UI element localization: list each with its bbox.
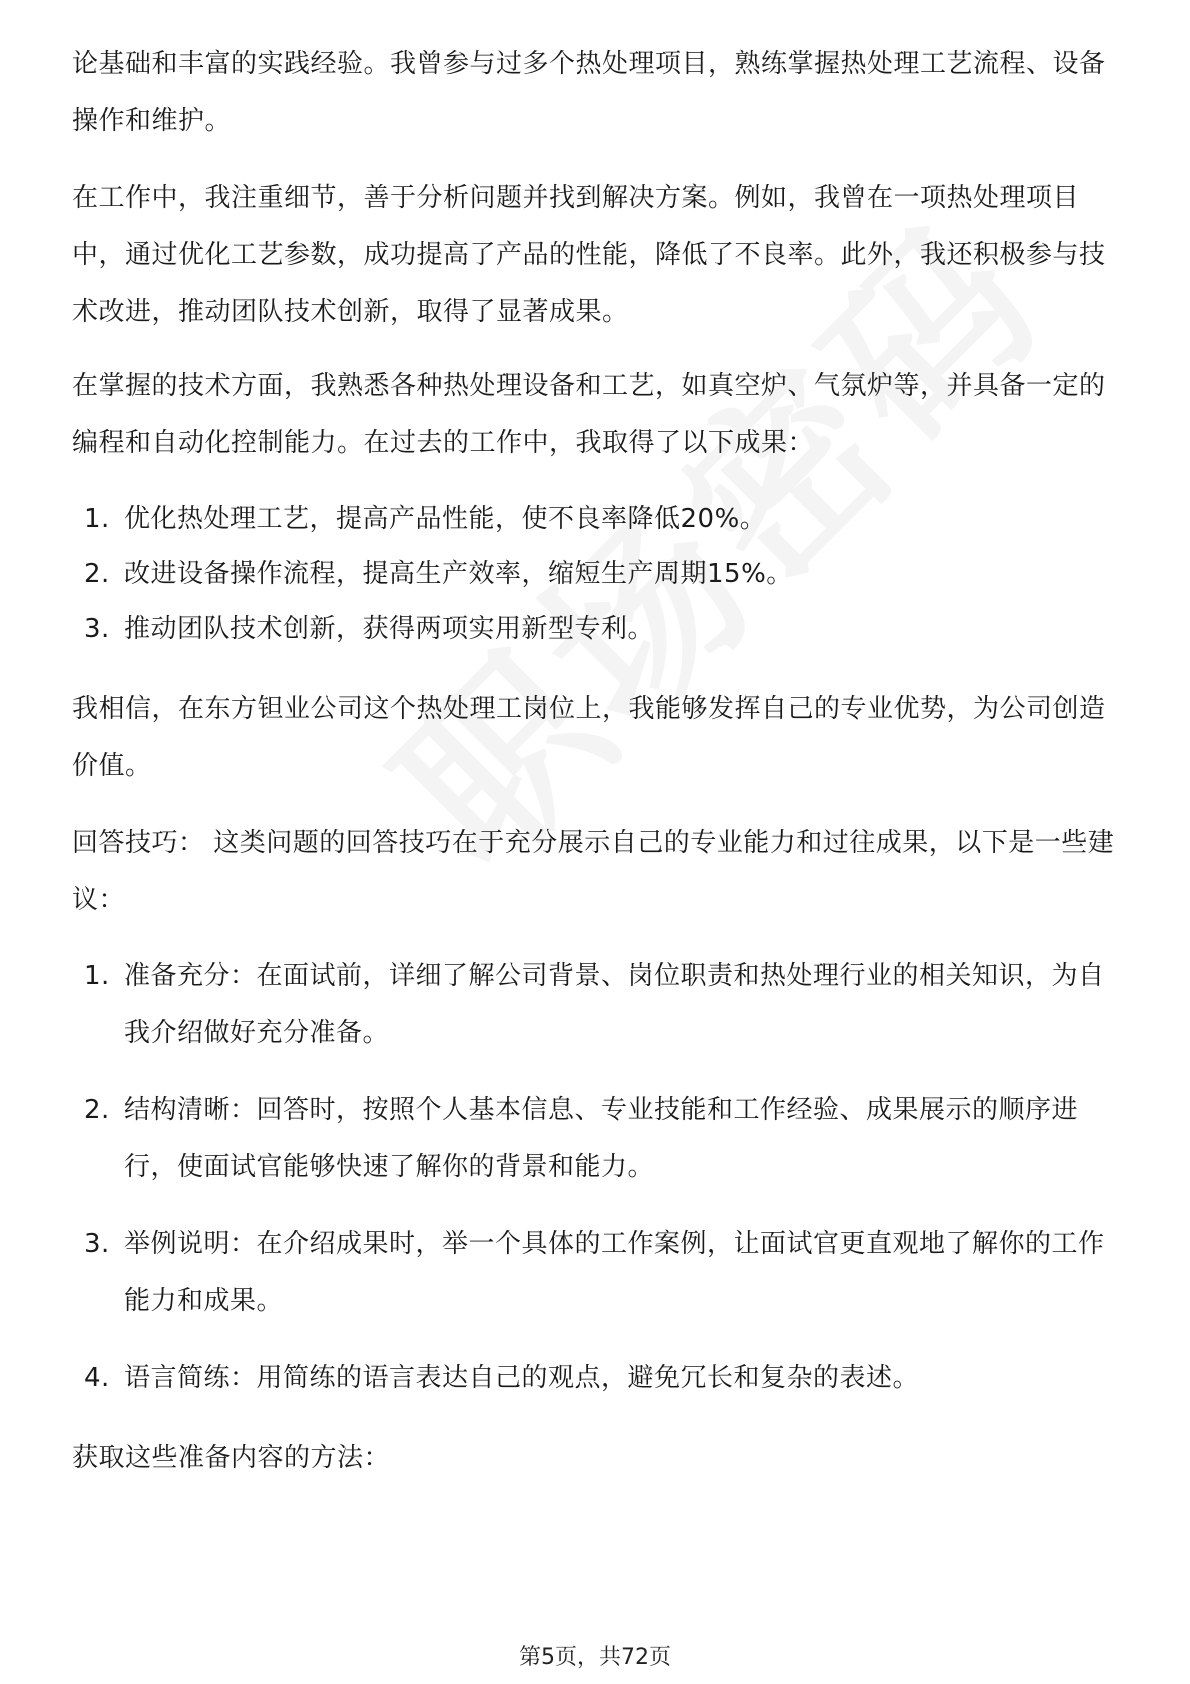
tip-item-1: [84, 948, 1122, 1062]
tip-item-2: [84, 1082, 1122, 1196]
paragraph-methods-heading: 获取这些准备内容的方法：: [72, 1443, 391, 1473]
achievement-item-3: [84, 601, 1122, 658]
list-number: 4.: [84, 1363, 110, 1393]
paragraph-work-detail: 在工作中，我注重细节，善于分析问题并找到解决方案。例如，我曾在一项热处理项目中，通过优化工艺参数，成功提高了产品的性能，降低了不良率。此外，我还积极参与技术改进，推动团队技术创新，取得了显著成果。: [72, 183, 1106, 327]
tip-item-4: [84, 1350, 1122, 1407]
page-number: 第5页，共72页: [519, 1645, 671, 1670]
achievement-item-2: [84, 546, 1122, 603]
list-number: 2.: [84, 559, 110, 589]
paragraph-intro-continued: 论基础和丰富的实践经验。我曾参与过多个热处理项目，熟练掌握热处理工艺流程、设备操作和维护。: [72, 49, 1106, 136]
list-number: 3.: [84, 1229, 110, 1259]
list-text: 优化热处理工艺，提高产品性能，使不良率降低20%。: [124, 504, 767, 534]
tip-item-3: [84, 1216, 1122, 1330]
list-number: 1.: [84, 504, 110, 534]
list-text: 准备充分：在面试前，详细了解公司背景、岗位职责和热处理行业的相关知识，为自我介绍做好充分准备。: [124, 961, 1105, 1048]
list-text: 语言简练：用简练的语言表达自己的观点，避免冗长和复杂的表述。: [124, 1363, 920, 1393]
achievement-item-1: [84, 491, 1122, 548]
paragraph-answer-tips: 回答技巧： 这类问题的回答技巧在于充分展示自己的专业能力和过往成果，以下是一些建议：: [72, 828, 1115, 915]
list-text: 结构清晰：回答时，按照个人基本信息、专业技能和工作经验、成果展示的顺序进行，使面试官能够快速了解你的背景和能力。: [124, 1095, 1079, 1182]
list-number: 1.: [84, 961, 110, 991]
paragraph-tech-skills: 在掌握的技术方面，我熟悉各种热处理设备和工艺，如真空炉、气氛炉等，并具备一定的编程和自动化控制能力。在过去的工作中，我取得了以下成果：: [72, 371, 1106, 458]
list-text: 举例说明：在介绍成果时，举一个具体的工作案例，让面试官更直观地了解你的工作能力和成果。: [124, 1229, 1105, 1316]
paragraph-belief: 我相信，在东方钽业公司这个热处理工岗位上，我能够发挥自己的专业优势，为公司创造价值。: [72, 694, 1106, 781]
list-text: 改进设备操作流程，提高生产效率，缩短生产周期15%。: [124, 559, 793, 589]
list-number: 2.: [84, 1095, 110, 1125]
list-number: 3.: [84, 614, 110, 644]
list-text: 推动团队技术创新，获得两项实用新型专利。: [124, 614, 655, 644]
